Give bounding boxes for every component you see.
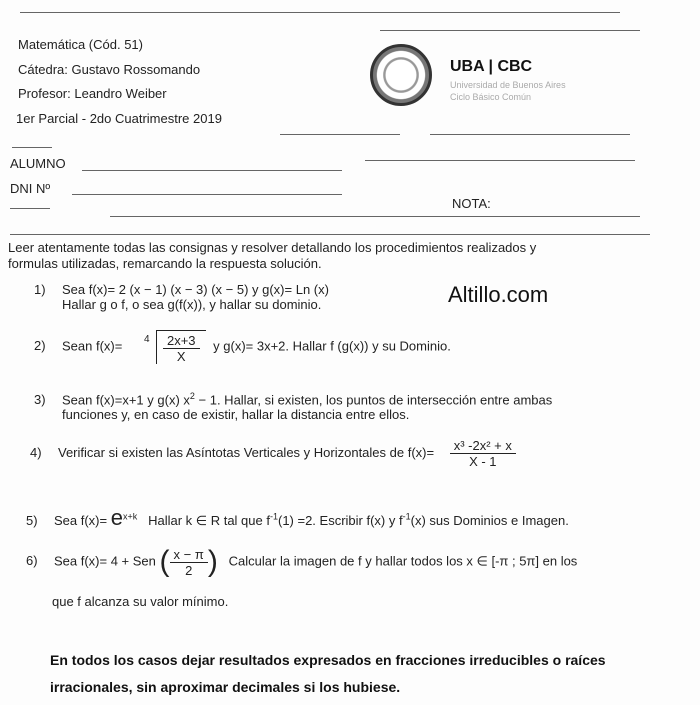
rule-line (20, 12, 620, 13)
instructions-line: Leer atentamente todas las consignas y resolver detallando los procedimientos realizados y (8, 240, 537, 255)
exam-title: 1er Parcial - 2do Cuatrimestre 2019 (16, 111, 222, 126)
question-6-line2: que f alcanza su valor mínimo. (52, 594, 229, 609)
question-2: 2) Sean f(x)= 4 $\frac{2x+3}{X}$ y g(x)= 3x+2. Hallar f (g(x)) y su Dominio. (34, 330, 451, 364)
nota-label: NOTA: (452, 196, 491, 211)
question-3: 3) Sean f(x)=x+1 y g(x) $x^2 - 1$. Hallar, si existen, los puntos de intersección entre ambas funciones y, en caso de existir, hallar la distancia entre ellos. (34, 391, 553, 423)
footer-note: En todos los casos dejar resultados expresados en fracciones irreducibles o raíces (50, 652, 606, 668)
rule-line (280, 134, 400, 135)
question-4: 4) Verificar si existen las Asíntotas Verticales y Horizontales de f(x)= $\frac{\text{x³ -2x² + x}}{X - 1}$ (30, 438, 516, 469)
root-symbol: 4 $\frac{2x+3}{X}$ (144, 330, 206, 364)
uba-subtitle: Ciclo Básico Común (450, 92, 532, 102)
rule-line (12, 147, 52, 148)
rule-line (430, 134, 630, 135)
uba-subtitle: Universidad de Buenos Aires (450, 80, 566, 90)
dni-label: DNI Nº (10, 181, 51, 196)
alumno-field[interactable] (82, 170, 342, 171)
instructions-line: formulas utilizadas, remarcando la respuesta solución. (8, 256, 322, 271)
uba-logo: UBA | CBC (450, 58, 533, 75)
dni-field[interactable] (72, 194, 342, 195)
professor-name: Profesor: Leandro Weiber (18, 86, 167, 101)
question-1: 1) Sea f(x)= 2 (x − 1) (x − 3) (x − 5) y g(x)= Ln (x) Hallar g o f, o sea g(f(x)), y hallar su dominio. (34, 282, 329, 312)
rule-line (365, 160, 635, 161)
question-5: 5) Sea $f(x)= e^{x+k}$ Hallar k ∈ R tal que $f^{-1}(1) =2$. Escribir f(x) y $f^{-1}(x)$ sus Dominios e Imagen. (26, 505, 569, 530)
uba-seal-icon (370, 44, 432, 106)
altillo-watermark: Altillo.com (448, 282, 549, 307)
alumno-label: ALUMNO (10, 156, 66, 171)
question-6: 6) Sea f(x)= 4 + Sen ( $\frac{x - \pi}{2}$ ) Calcular la imagen de f y hallar todos los x ∈ [-π ; 5π] en los (26, 545, 578, 578)
rule-line (10, 234, 650, 235)
chair-name: Cátedra: Gustavo Rossomando (18, 62, 201, 77)
rule-line (380, 30, 640, 31)
course-name: Matemática (Cód. 51) (18, 37, 143, 52)
rule-line (110, 216, 640, 217)
footer-note: irracionales, sin aproximar decimales si los hubiese. (50, 679, 401, 695)
rule-line (10, 208, 50, 209)
